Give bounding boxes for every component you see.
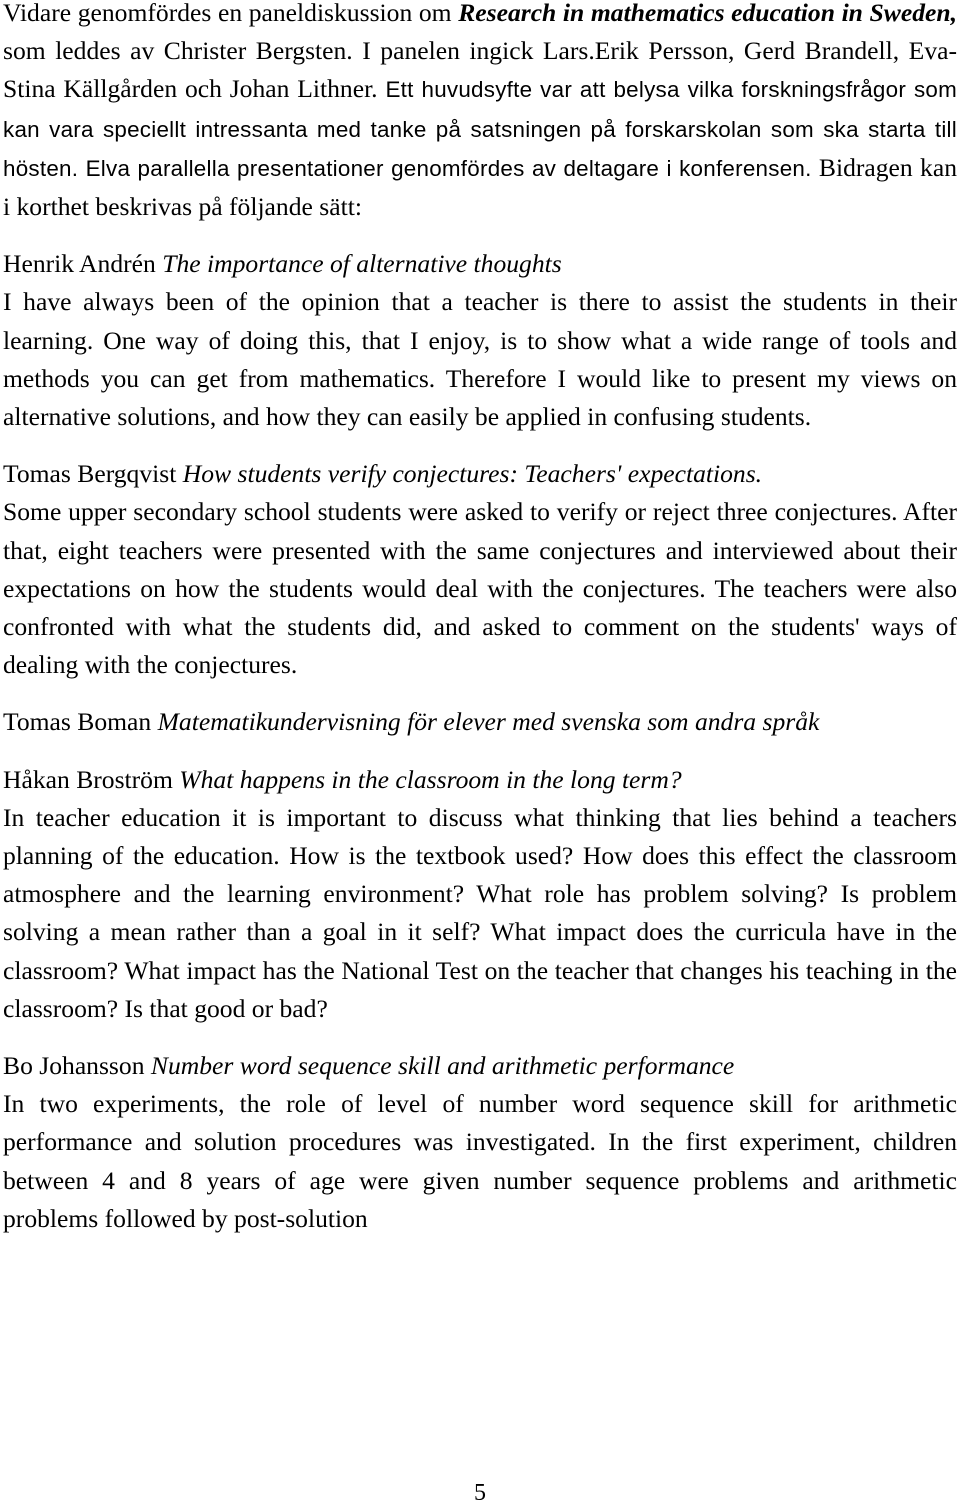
intro-text-4: Bidragen kan i korthet beskrivas på följande sätt:: [3, 152, 957, 222]
entry-abstract: In two experiments, the role of level of number word sequence skill for arithmetic performance and solution procedures was investigated. In the first experiment, children between 4 and 8 years of age were given number sequence problems and arithmetic problems followed by post-solution: [3, 1089, 957, 1233]
entry-author: Bo Johansson: [3, 1051, 145, 1081]
entry-title: What happens in the classroom in the long term?: [179, 764, 682, 794]
entry-heading: [3, 455, 957, 493]
entry-author: Håkan Broström: [3, 764, 173, 794]
entry-abstract: Some upper secondary school students were asked to verify or reject three conjectures. After that, eight teachers were presented with the same conjectures and interviewed about their expectations on how the students would deal with the conjectures. The teachers were also confronted with what the students did, and asked to comment on the students' ways of dealing with the conjectures.: [3, 497, 957, 680]
entry-title: Number word sequence skill and arithmetic performance: [150, 1051, 735, 1081]
entry-author: Tomas Boman: [3, 707, 152, 737]
entry-title: Matematikundervisning för elever med svenska som andra språk: [157, 707, 820, 737]
entry-heading: [3, 703, 957, 741]
panel-topic: Research in mathematics education in Sweden,: [458, 0, 957, 27]
entry-title: How students verify conjectures: Teachers' expectations.: [182, 459, 763, 489]
intro-text-3: Ett huvudsyfte var att belysa vilka forskningsfrågor som kan vara speciellt intressanta med tanke på satsningen på forskarskolan som ska starta till hösten. Elva parallella presentationer genomfördes av deltagare i konferensen.: [3, 77, 957, 181]
intro-text-2: som leddes av Christer Bergsten. I panelen ingick Lars.Erik Persson, Gerd Brandell, Eva-Stina Källgården och Johan Lithner.: [3, 36, 957, 104]
entry-abstract: In teacher education it is important to discuss what thinking that lies behind a teachers planning of the education. How is the textbook used? How does this effect the classroom atmosphere and the learning environment? What role has problem solving? Is problem solving a mean rather than a goal in it self? What impact does the curricula have in the classroom? What impact has the National Test on the teacher that changes his teaching in the classroom? Is that good or bad?: [3, 802, 957, 1023]
entry-abstract: I have always been of the opinion that a teacher is there to assist the students in their learning. One way of doing this, that I enjoy, is to show what a wide range of tools and methods you can get from mathematics. Therefore I would like to present my views on alternative solutions, and how they can easily be applied in confusing students.: [3, 287, 957, 432]
page-number: 5: [474, 1480, 486, 1506]
entry-author: Tomas Bergqvist: [3, 459, 177, 489]
entry-heading: [3, 761, 957, 799]
entry-title: The importance of alternative thoughts: [162, 249, 562, 279]
intro-paragraph: [3, 0, 957, 226]
entry-author: Henrik Andrén: [3, 249, 156, 279]
document-page: [3, 0, 957, 1238]
entry-heading: [3, 1047, 957, 1085]
entry-heading: [3, 245, 957, 283]
intro-text-1: Vidare genomfördes en paneldiskussion om: [3, 0, 459, 27]
